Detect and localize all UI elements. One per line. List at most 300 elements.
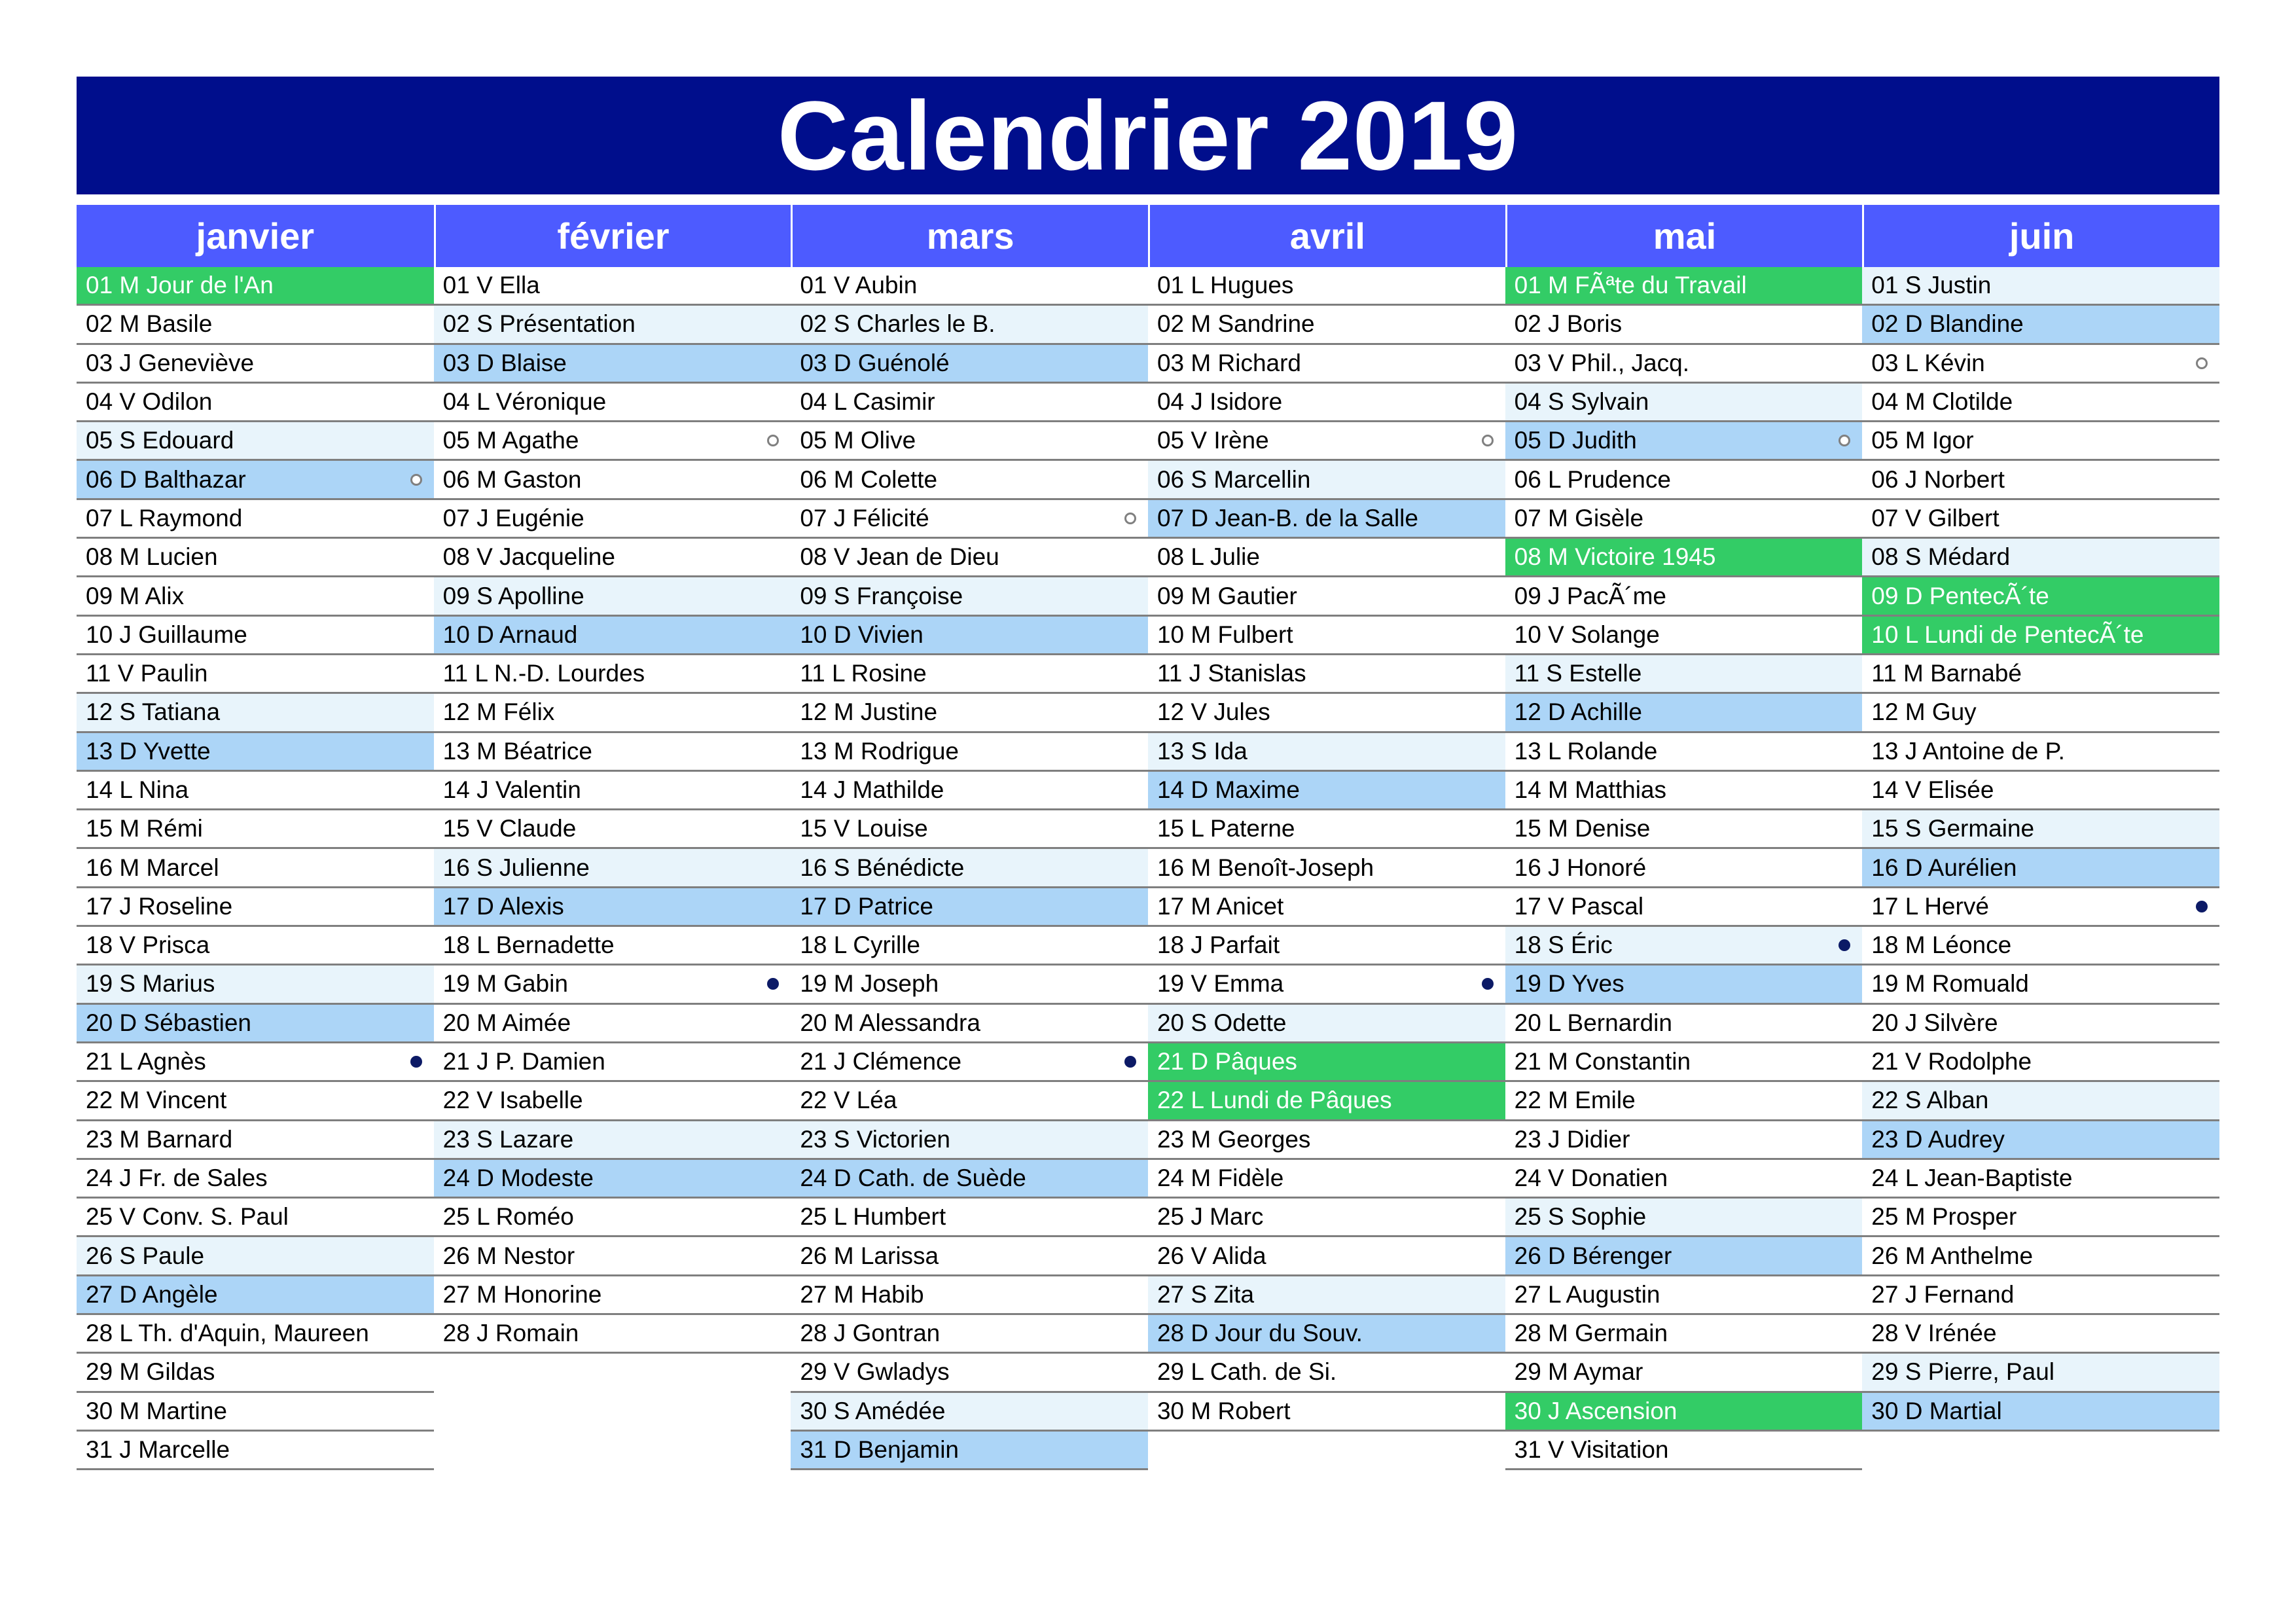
day-row: [1505, 1315, 1863, 1354]
day-row: [1505, 345, 1863, 384]
day-label: 24 D Modeste: [442, 1164, 594, 1191]
day-label: 09 M Alix: [86, 582, 185, 609]
day-label: 18 J Parfait: [1157, 931, 1280, 959]
day-label: 30 J Ascension: [1514, 1397, 1677, 1424]
day-label: 25 V Conv. S. Paul: [86, 1203, 289, 1231]
day-label: 08 V Jean de Dieu: [800, 543, 999, 571]
day-row: [791, 810, 1148, 849]
day-row: [434, 849, 791, 888]
month-column: [791, 205, 1148, 1470]
day-row: [77, 1354, 434, 1392]
day-row: [791, 577, 1148, 616]
day-row: [1505, 1005, 1863, 1043]
day-label: 17 J Roseline: [86, 892, 233, 920]
day-label: 23 S Lazare: [442, 1125, 574, 1153]
day-row: [434, 655, 791, 694]
day-row: [1148, 500, 1505, 539]
day-row: [1862, 849, 2219, 888]
day-row: [1862, 306, 2219, 344]
day-label: 01 M Jour de l'An: [86, 272, 274, 299]
day-label: 01 M FÃªte du Travail: [1514, 272, 1747, 299]
day-label: 10 D Arnaud: [442, 621, 578, 648]
day-row: [791, 1315, 1148, 1354]
day-label: 23 S Victorien: [800, 1125, 950, 1153]
day-row: [434, 617, 791, 655]
month-column: [77, 205, 434, 1470]
day-row: [1148, 577, 1505, 616]
day-row: [1862, 1005, 2219, 1043]
day-label: 18 L Cyrille: [800, 931, 921, 959]
day-label: 14 L Nina: [86, 776, 189, 803]
day-row: [1505, 267, 1863, 306]
day-label: 22 V Léa: [800, 1087, 897, 1114]
day-label: 03 V Phil., Jacq.: [1514, 349, 1689, 376]
day-label: 22 M Emile: [1514, 1087, 1636, 1114]
day-label: 23 J Didier: [1514, 1125, 1630, 1153]
day-row: [1862, 810, 2219, 849]
day-label: 18 S Éric: [1514, 931, 1613, 959]
day-row: [1505, 849, 1863, 888]
day-label: 04 V Odilon: [86, 388, 213, 416]
day-label: 02 J Boris: [1514, 310, 1623, 338]
full-moon-icon: [1839, 435, 1850, 446]
day-label: 27 S Zita: [1157, 1280, 1255, 1308]
day-label: 16 S Julienne: [442, 854, 590, 881]
day-label: 05 M Agathe: [442, 427, 579, 454]
day-row: [77, 617, 434, 655]
day-label: 10 J Guillaume: [86, 621, 247, 648]
day-row: [1505, 965, 1863, 1004]
day-label: 06 J Norbert: [1871, 465, 2005, 493]
day-row: [1505, 772, 1863, 810]
month-column: [1148, 205, 1505, 1470]
day-label: 01 S Justin: [1871, 272, 1992, 299]
day-label: 25 L Roméo: [442, 1203, 574, 1231]
day-label: 08 L Julie: [1157, 543, 1260, 571]
day-label: 06 M Colette: [800, 465, 938, 493]
day-label: 28 D Jour du Souv.: [1157, 1320, 1363, 1347]
day-label: 14 V Elisée: [1871, 776, 1994, 803]
day-row: [434, 694, 791, 732]
day-label: 07 J Eugénie: [442, 504, 584, 532]
day-label: 15 V Claude: [442, 815, 577, 842]
day-row: [1148, 1082, 1505, 1121]
month-column: [1862, 205, 2219, 1470]
day-label: 26 S Paule: [86, 1242, 205, 1269]
day-row: [434, 345, 791, 384]
day-row: [77, 461, 434, 499]
day-row: [1505, 539, 1863, 577]
day-row: [1148, 733, 1505, 772]
day-label: 08 M Victoire 1945: [1514, 543, 1716, 571]
day-label: 16 M Benoît-Joseph: [1157, 854, 1374, 881]
day-row: [1505, 1354, 1863, 1392]
day-label: 13 M Béatrice: [442, 737, 592, 765]
day-row: [1862, 655, 2219, 694]
day-row: [791, 1432, 1148, 1470]
day-label: 05 D Judith: [1514, 427, 1637, 454]
day-row: [1148, 927, 1505, 965]
day-row: [77, 500, 434, 539]
day-label: 01 L Hugues: [1157, 272, 1294, 299]
day-row: [1148, 384, 1505, 422]
day-row: [1148, 1354, 1505, 1392]
day-row: [77, 1432, 434, 1470]
day-label: 20 M Alessandra: [800, 1009, 980, 1036]
day-label: 13 S Ida: [1157, 737, 1247, 765]
day-label: 17 L Hervé: [1871, 892, 1989, 920]
month-column: [1505, 205, 1863, 1470]
day-label: 20 S Odette: [1157, 1009, 1287, 1036]
day-label: 12 M Guy: [1871, 698, 1977, 726]
day-row: [1862, 577, 2219, 616]
day-label: 18 M Léonce: [1871, 931, 2012, 959]
day-label: 22 L Lundi de Pâques: [1157, 1087, 1392, 1114]
day-row: [1505, 306, 1863, 344]
day-row: [791, 694, 1148, 732]
day-row: [1148, 539, 1505, 577]
day-row: [791, 1237, 1148, 1276]
day-label: 22 M Vincent: [86, 1087, 227, 1114]
day-row: [1505, 1121, 1863, 1160]
day-label: 28 V Irénée: [1871, 1320, 1997, 1347]
day-label: 23 D Audrey: [1871, 1125, 2005, 1153]
new-moon-icon: [2196, 901, 2208, 912]
day-row: [1862, 1276, 2219, 1315]
month-header: mars: [791, 205, 1148, 267]
day-label: 26 M Anthelme: [1871, 1242, 2034, 1269]
day-label: 22 V Isabelle: [442, 1087, 583, 1114]
day-label: 19 S Marius: [86, 970, 215, 998]
day-row: [1862, 733, 2219, 772]
day-label: 30 D Martial: [1871, 1397, 2002, 1424]
day-label: 02 D Blandine: [1871, 310, 2024, 338]
new-moon-icon: [1124, 1056, 1136, 1068]
day-row: [1148, 267, 1505, 306]
day-row: [1862, 1199, 2219, 1237]
day-label: 23 M Barnard: [86, 1125, 233, 1153]
day-row: [77, 422, 434, 461]
full-moon-icon: [767, 435, 779, 446]
day-label: 02 S Charles le B.: [800, 310, 996, 338]
day-row: [1505, 888, 1863, 927]
new-moon-icon: [1482, 978, 1494, 990]
day-label: 26 M Larissa: [800, 1242, 939, 1269]
day-label: 30 M Martine: [86, 1397, 227, 1424]
day-row: [1148, 1315, 1505, 1354]
day-label: 29 V Gwladys: [800, 1358, 950, 1386]
day-label: 15 M Rémi: [86, 815, 203, 842]
month-header: juin: [1862, 205, 2219, 267]
day-label: 05 S Edouard: [86, 427, 234, 454]
day-row: [791, 500, 1148, 539]
day-row: [791, 1082, 1148, 1121]
day-label: 25 M Prosper: [1871, 1203, 2017, 1231]
day-row: [434, 733, 791, 772]
day-label: 24 M Fidèle: [1157, 1164, 1284, 1191]
day-row: [77, 888, 434, 927]
day-label: 21 D Pâques: [1157, 1048, 1297, 1075]
day-label: 21 J P. Damien: [442, 1048, 605, 1075]
day-label: 25 J Marc: [1157, 1203, 1264, 1231]
day-row: [77, 965, 434, 1004]
day-label: 24 J Fr. de Sales: [86, 1164, 268, 1191]
day-row: [791, 849, 1148, 888]
day-label: 07 D Jean-B. de la Salle: [1157, 504, 1418, 532]
day-row: [77, 577, 434, 616]
day-label: 30 M Robert: [1157, 1397, 1291, 1424]
day-label: 24 D Cath. de Suède: [800, 1164, 1026, 1191]
day-row: [1862, 694, 2219, 732]
day-label: 01 V Ella: [442, 272, 540, 299]
day-row: [1148, 1160, 1505, 1199]
day-label: 16 J Honoré: [1514, 854, 1647, 881]
day-row: [791, 1354, 1148, 1392]
day-row: [791, 384, 1148, 422]
day-row: [434, 306, 791, 344]
day-label: 27 D Angèle: [86, 1280, 218, 1308]
month-header: mai: [1505, 205, 1863, 267]
day-row: [434, 1237, 791, 1276]
day-label: 15 S Germaine: [1871, 815, 2035, 842]
day-row: [1862, 422, 2219, 461]
day-row: [77, 539, 434, 577]
day-label: 18 L Bernadette: [442, 931, 615, 959]
day-row: [791, 1393, 1148, 1432]
day-row: [1862, 617, 2219, 655]
day-row: [1862, 500, 2219, 539]
day-label: 20 J Silvère: [1871, 1009, 1998, 1036]
day-row: [434, 1005, 791, 1043]
day-label: 04 M Clotilde: [1871, 388, 2013, 416]
day-row: [1148, 461, 1505, 499]
day-label: 13 D Yvette: [86, 737, 211, 765]
day-row: [77, 772, 434, 810]
day-row: [1505, 1082, 1863, 1121]
day-row: [1148, 694, 1505, 732]
day-row: [1505, 617, 1863, 655]
day-row: [1505, 1199, 1863, 1237]
day-row: [77, 1315, 434, 1354]
day-row: [434, 461, 791, 499]
day-label: 29 M Gildas: [86, 1358, 215, 1386]
day-label: 27 J Fernand: [1871, 1280, 2015, 1308]
day-row: [77, 1005, 434, 1043]
day-label: 10 L Lundi de PentecÃ´te: [1871, 621, 2144, 648]
day-row: [434, 500, 791, 539]
month-header: avril: [1148, 205, 1505, 267]
day-label: 06 S Marcellin: [1157, 465, 1311, 493]
day-row: [1148, 345, 1505, 384]
day-row: [791, 927, 1148, 965]
day-row: [791, 539, 1148, 577]
day-label: 15 L Paterne: [1157, 815, 1295, 842]
day-row: [77, 1393, 434, 1432]
day-label: 05 M Olive: [800, 427, 916, 454]
day-row: [1505, 577, 1863, 616]
day-row: [1148, 1276, 1505, 1315]
day-label: 05 M Igor: [1871, 427, 1974, 454]
day-label: 11 M Barnabé: [1871, 660, 2022, 687]
full-moon-icon: [2196, 357, 2208, 369]
day-row: [1862, 345, 2219, 384]
day-row: [77, 694, 434, 732]
day-row: [434, 927, 791, 965]
day-row: [1148, 1393, 1505, 1432]
day-row: [77, 849, 434, 888]
day-row: [77, 1082, 434, 1121]
day-row: [791, 345, 1148, 384]
day-label: 06 M Gaston: [442, 465, 582, 493]
day-label: 29 M Aymar: [1514, 1358, 1643, 1386]
day-row: [77, 1199, 434, 1237]
day-label: 31 D Benjamin: [800, 1436, 959, 1464]
day-label: 06 L Prudence: [1514, 465, 1671, 493]
day-label: 17 V Pascal: [1514, 892, 1644, 920]
day-label: 11 J Stanislas: [1157, 660, 1306, 687]
day-label: 16 S Bénédicte: [800, 854, 965, 881]
day-row: [1148, 1043, 1505, 1082]
day-label: 31 J Marcelle: [86, 1436, 230, 1464]
day-label: 03 M Richard: [1157, 349, 1301, 376]
day-row: [434, 539, 791, 577]
day-row: [791, 617, 1148, 655]
day-label: 25 S Sophie: [1514, 1203, 1647, 1231]
day-row: [434, 1315, 791, 1354]
day-row: [791, 772, 1148, 810]
day-label: 27 M Habib: [800, 1280, 924, 1308]
day-row: [1862, 965, 2219, 1004]
day-label: 02 M Basile: [86, 310, 213, 338]
day-label: 24 L Jean-Baptiste: [1871, 1164, 2073, 1191]
day-label: 13 M Rodrigue: [800, 737, 959, 765]
day-row: [77, 384, 434, 422]
day-label: 26 D Bérenger: [1514, 1242, 1672, 1269]
day-label: 09 S Françoise: [800, 582, 963, 609]
day-label: 27 L Augustin: [1514, 1280, 1660, 1308]
day-row: [434, 1160, 791, 1199]
day-label: 12 M Félix: [442, 698, 555, 726]
month-header: janvier: [77, 205, 434, 267]
day-label: 14 M Matthias: [1514, 776, 1666, 803]
day-label: 12 S Tatiana: [86, 698, 221, 726]
day-label: 03 L Kévin: [1871, 349, 1985, 376]
day-row: [791, 461, 1148, 499]
day-row: [1148, 965, 1505, 1004]
day-label: 21 J Clémence: [800, 1048, 962, 1075]
day-row: [77, 306, 434, 344]
day-label: 17 D Alexis: [442, 892, 564, 920]
day-row: [1862, 1237, 2219, 1276]
day-row: [77, 733, 434, 772]
months-grid: [77, 205, 2219, 1470]
day-row: [791, 1199, 1148, 1237]
day-label: 05 V Irène: [1157, 427, 1269, 454]
day-row: [1148, 306, 1505, 344]
day-label: 11 L N.-D. Lourdes: [442, 660, 645, 687]
day-row: [1505, 422, 1863, 461]
day-row: [1862, 1043, 2219, 1082]
day-row: [77, 267, 434, 306]
day-label: 21 M Constantin: [1514, 1048, 1691, 1075]
day-label: 19 V Emma: [1157, 970, 1284, 998]
day-row: [1862, 1354, 2219, 1392]
day-label: 19 D Yves: [1514, 970, 1624, 998]
day-label: 24 V Donatien: [1514, 1164, 1668, 1191]
day-row: [77, 810, 434, 849]
day-row: [434, 965, 791, 1004]
day-row: [1505, 1276, 1863, 1315]
day-label: 04 S Sylvain: [1514, 388, 1649, 416]
day-row: [1505, 810, 1863, 849]
day-row: [434, 422, 791, 461]
day-label: 07 M Gisèle: [1514, 504, 1644, 532]
page-title: Calendrier 2019: [77, 77, 2219, 194]
day-label: 14 D Maxime: [1157, 776, 1300, 803]
day-row: [77, 1276, 434, 1315]
day-row: [1148, 888, 1505, 927]
day-row: [1862, 461, 2219, 499]
day-label: 15 M Denise: [1514, 815, 1651, 842]
day-row: [1505, 694, 1863, 732]
new-moon-icon: [1839, 939, 1850, 951]
month-header: février: [434, 205, 791, 267]
day-label: 19 M Joseph: [800, 970, 939, 998]
day-label: 07 L Raymond: [86, 504, 243, 532]
day-label: 09 M Gautier: [1157, 582, 1297, 609]
day-row: [1862, 1315, 2219, 1354]
day-label: 13 L Rolande: [1514, 737, 1658, 765]
day-row: [791, 733, 1148, 772]
day-row: [434, 1043, 791, 1082]
day-row: [77, 927, 434, 965]
day-label: 29 S Pierre, Paul: [1871, 1358, 2054, 1386]
day-label: 28 L Th. d'Aquin, Maureen: [86, 1320, 369, 1347]
day-label: 07 J Félicité: [800, 504, 929, 532]
day-label: 31 V Visitation: [1514, 1436, 1669, 1464]
day-row: [434, 384, 791, 422]
day-row: [1862, 1393, 2219, 1432]
day-row: [1862, 539, 2219, 577]
day-label: 02 S Présentation: [442, 310, 636, 338]
day-row: [791, 1276, 1148, 1315]
day-row: [434, 1199, 791, 1237]
day-label: 04 L Véronique: [442, 388, 607, 416]
day-row: [1862, 1082, 2219, 1121]
day-label: 30 S Amédée: [800, 1397, 946, 1424]
day-label: 11 S Estelle: [1514, 660, 1642, 687]
day-label: 23 M Georges: [1157, 1125, 1311, 1153]
day-label: 09 S Apolline: [442, 582, 584, 609]
day-row: [1505, 1043, 1863, 1082]
day-label: 13 J Antoine de P.: [1871, 737, 2065, 765]
day-row: [1862, 1160, 2219, 1199]
day-row: [791, 965, 1148, 1004]
day-row: [434, 1082, 791, 1121]
day-row: [1505, 461, 1863, 499]
day-row: [791, 1005, 1148, 1043]
day-row: [1148, 810, 1505, 849]
day-label: 26 M Nestor: [442, 1242, 575, 1269]
day-row: [434, 810, 791, 849]
day-row: [1862, 384, 2219, 422]
day-label: 20 M Aimée: [442, 1009, 571, 1036]
day-row: [1148, 422, 1505, 461]
day-label: 01 V Aubin: [800, 272, 918, 299]
day-row: [1505, 927, 1863, 965]
day-row: [1862, 888, 2219, 927]
day-label: 08 M Lucien: [86, 543, 218, 571]
